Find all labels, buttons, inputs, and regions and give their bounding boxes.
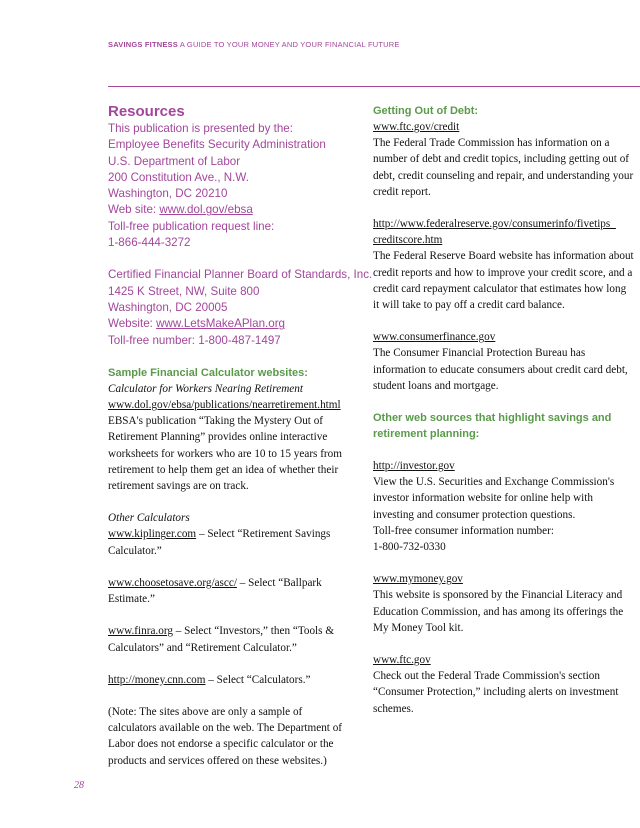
other-calculator-item: www.finra.org – Select “Investors,” then “Tools & Calculators” and “Retirement Calculator.” bbox=[108, 625, 335, 654]
ebsa-website bbox=[108, 202, 353, 218]
ebsa-tollfree-number: 1-866-444-3272 bbox=[108, 236, 191, 250]
page-number: 28 bbox=[74, 780, 84, 791]
investor-tollfree-label: Toll-free consumer information number: bbox=[373, 524, 554, 537]
other-calculator-item: www.choosetosave.org/ascc/ – Select “Ballpark Estimate.” bbox=[108, 576, 322, 606]
header-brand: SAVINGS FITNESS bbox=[108, 40, 178, 49]
ftc-link[interactable]: www.ftc.gov bbox=[373, 654, 431, 667]
other-calculator-item: http://money.cnn.com – Select “Calculators.” bbox=[108, 673, 311, 686]
resources-title: Resources bbox=[108, 103, 185, 120]
mymoney-text: This website is sponsored by the Financial Literacy and Education Commission, and has among its offerings the My Money Tool kit. bbox=[373, 589, 624, 634]
other-calculator-link[interactable]: www.finra.org bbox=[108, 625, 173, 638]
ftc-text: Check out the Federal Trade Commission's section “Consumer Protection,” including alerts on investment schemes. bbox=[373, 670, 619, 715]
ebsa-line: Employee Benefits Security Administration bbox=[108, 138, 326, 152]
header-rule bbox=[108, 86, 640, 87]
ebsa-website-link[interactable]: www.dol.gov/ebsa bbox=[159, 203, 253, 217]
calculator-workers-title: Calculator for Workers Nearing Retirement bbox=[108, 382, 303, 395]
other-calculator-link[interactable]: www.choosetosave.org/ascc/ bbox=[108, 576, 237, 589]
other-sources-heading: Other web sources that highlight savings and retirement planning: bbox=[373, 412, 612, 441]
mymoney-link[interactable]: www.mymoney.gov bbox=[373, 573, 463, 586]
cfp-website-label: Website: bbox=[108, 317, 157, 331]
investor-tollfree-number: 1-800-732-0330 bbox=[373, 541, 446, 554]
cfp-line: Washington, DC 20005 bbox=[108, 300, 228, 314]
ebsa-website-label: Web site: bbox=[108, 203, 160, 217]
cfp-tollfree: Toll-free number: 1-800-487-1497 bbox=[108, 333, 281, 347]
calculator-heading: Sample Financial Calculator websites: bbox=[108, 366, 308, 379]
debt-heading: Getting Out of Debt: bbox=[373, 105, 479, 117]
cfp-line: 1425 K Street, NW, Suite 800 bbox=[108, 284, 260, 298]
ftc-credit-text: The Federal Trade Commission has information on a number of debt and credit topics, including getting out of debt, credit counseling and repair, and understanding your credit report. bbox=[373, 137, 634, 198]
cfp-website-link[interactable]: www.LetsMakeAPlan.org bbox=[156, 317, 286, 331]
ebsa-line: Washington, DC 20210 bbox=[108, 187, 228, 201]
calculator-note: (Note: The sites above are only a sample of calculators available on the web. The Department of Labor does not endorse a specific calculator or the products and services offered on these websites.) bbox=[108, 705, 343, 767]
ebsa-tollfree-label: Toll-free publication request line: bbox=[108, 219, 275, 233]
ebsa-line: U.S. Department of Labor bbox=[108, 154, 241, 168]
other-calculator-item: www.kiplinger.com – Select “Retirement Savings Calculator.” bbox=[108, 528, 331, 557]
other-calculator-link[interactable]: http://money.cnn.com bbox=[108, 673, 206, 686]
ftc-credit-link[interactable]: www.ftc.gov/credit bbox=[373, 121, 460, 133]
other-calculator-link[interactable]: www.kiplinger.com bbox=[108, 528, 197, 541]
ebsa-line: This publication is presented by the: bbox=[108, 122, 293, 135]
investor-text: View the U.S. Securities and Exchange Commission's investor information website for online help with investing and consumer protection questions. bbox=[373, 476, 615, 521]
calculator-workers-link[interactable]: www.dol.gov/ebsa/publications/nearretirement.html bbox=[108, 399, 341, 412]
header-subtitle: A GUIDE TO YOUR MONEY AND YOUR FINANCIAL FUTURE bbox=[179, 40, 400, 49]
cfp-website bbox=[108, 316, 353, 332]
investor-link[interactable]: http://investor.gov bbox=[373, 460, 455, 473]
calculator-workers-text: EBSA's publication “Taking the Mystery Out of Retirement Planning” provides online interactive worksheets for workers who are 10 to 15 years from retirement to help them get an idea of whether their retirement savings are on track. bbox=[108, 415, 342, 493]
left-column bbox=[108, 103, 373, 769]
federal-reserve-text: The Federal Reserve Board website has information about credit reports and how to improve your credit score, and a credit card repayment calculator that estimates how long it will take to pay off a credit card balance. bbox=[373, 250, 634, 312]
running-header bbox=[108, 40, 400, 49]
cfp-line: Certified Financial Planner Board of Standards, Inc. bbox=[108, 268, 373, 282]
other-calculators-title: Other Calculators bbox=[108, 512, 190, 525]
right-column bbox=[373, 103, 635, 717]
cfpb-text: The Consumer Financial Protection Bureau has information to educate consumers about credit card debt, student loans and mortgage. bbox=[373, 347, 628, 392]
cfpb-link[interactable]: www.consumerfinance.gov bbox=[373, 331, 496, 344]
federal-reserve-link[interactable]: http://www.federalreserve.gov/consumerinfo/fivetips_ creditscore.htm bbox=[373, 218, 616, 247]
ebsa-line: 200 Constitution Ave., N.W. bbox=[108, 170, 249, 184]
